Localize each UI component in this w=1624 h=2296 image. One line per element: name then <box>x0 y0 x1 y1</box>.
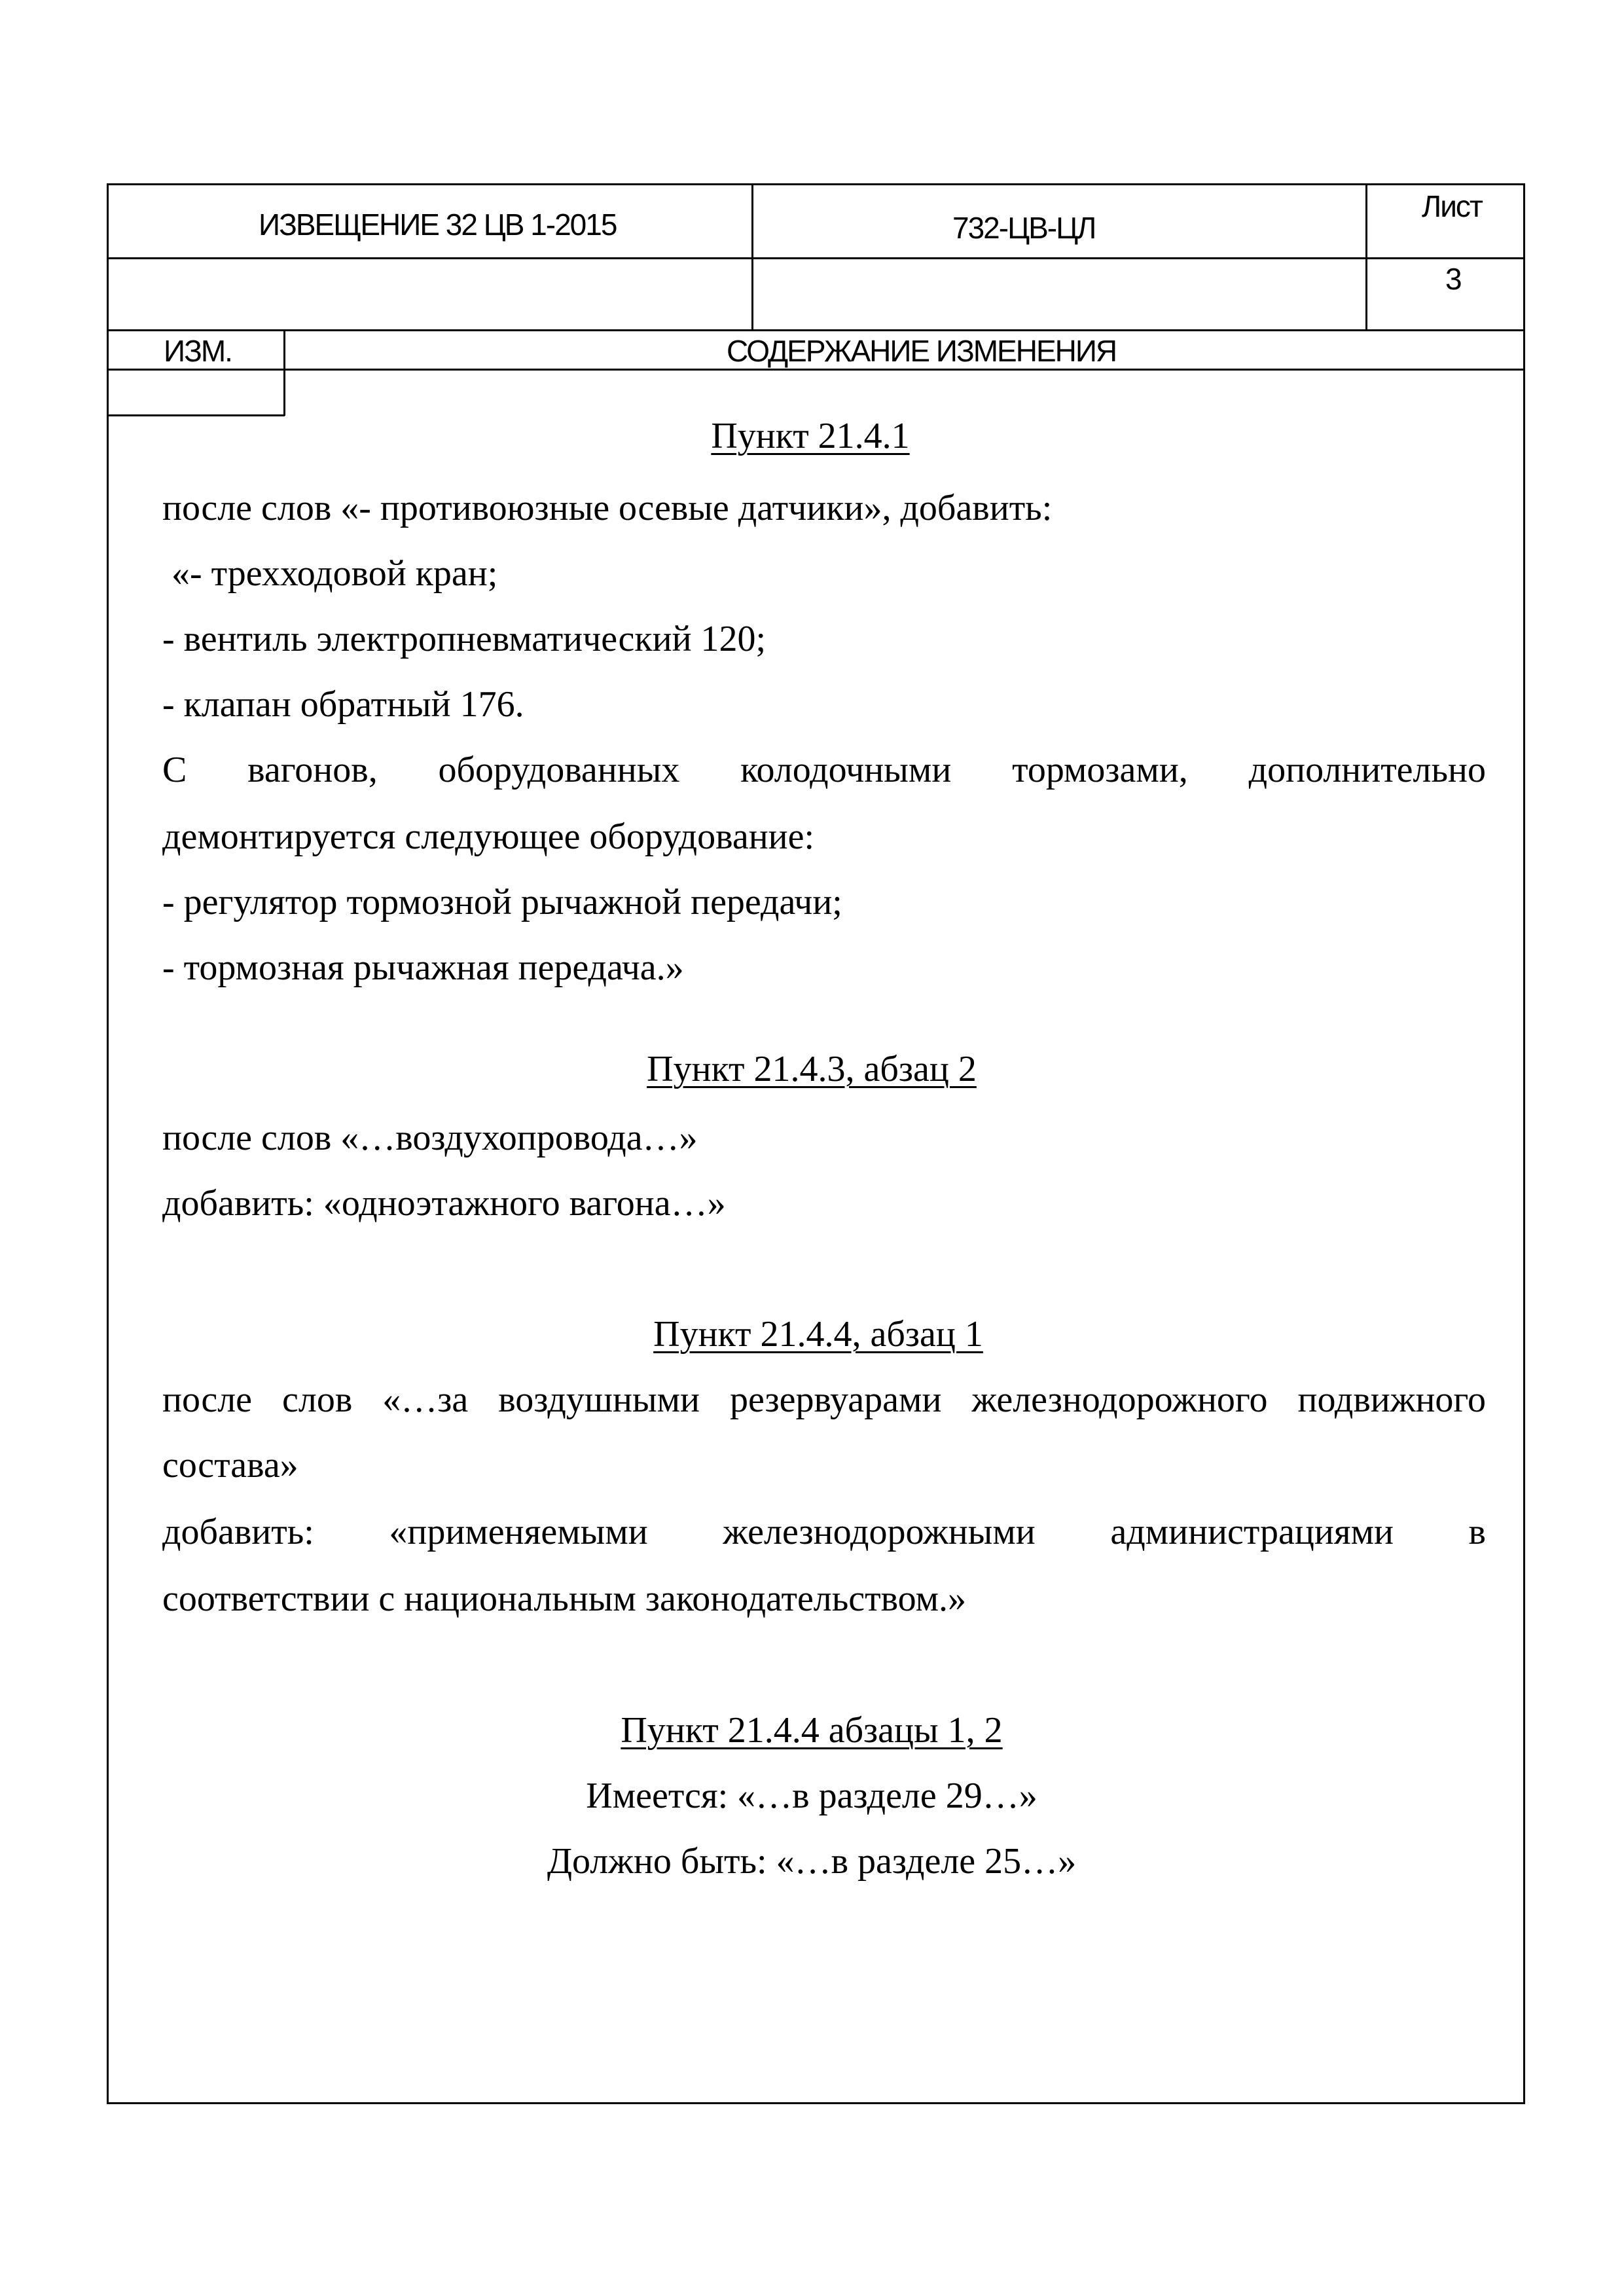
header-col-divider-2 <box>1365 183 1367 331</box>
text-line: - клапан обратный 176. <box>162 684 524 725</box>
sheet-number: 3 <box>1445 262 1461 296</box>
text-line: С вагонов, оборудованных колодочными тормозами, дополнительно <box>162 750 1486 790</box>
change-col-label: ИЗМ. <box>164 334 232 368</box>
text-line: состава» <box>162 1445 298 1485</box>
text-line: после слов «…воздухопровода…» <box>162 1118 698 1158</box>
text-line: Имеется: «…в разделе 29…» <box>586 1776 1038 1816</box>
text-line: добавить: «одноэтажного вагона…» <box>162 1183 726 1224</box>
section-heading: Пункт 21.4.4 абзацы 1, 2 <box>621 1710 1003 1751</box>
change-col-divider <box>283 329 285 416</box>
text-line: после слов «…за воздушными резервуарами железнодорожного подвижного <box>162 1379 1486 1420</box>
header-divider-2 <box>107 329 1525 331</box>
sheet-label: Лист <box>1422 189 1482 223</box>
content-col-label: СОДЕРЖАНИЕ ИЗМЕНЕНИЯ <box>727 334 1117 368</box>
text-line: «- трехходовой кран; <box>162 553 498 594</box>
doc-code: 732-ЦВ-ЦЛ <box>952 211 1096 245</box>
header-col-divider-1 <box>751 183 753 331</box>
header-divider-1 <box>107 257 1525 259</box>
section-heading: Пункт 21.4.4, абзац 1 <box>653 1314 983 1355</box>
section-heading: Пункт 21.4.1 <box>711 416 910 456</box>
text-line: соответствии с национальным законодательством.» <box>162 1578 967 1619</box>
text-line: добавить: «применяемыми железнодорожными администрациями в <box>162 1512 1486 1552</box>
text-line: демонтируется следующее оборудование: <box>162 816 815 857</box>
text-line: Должно быть: «…в разделе 25…» <box>547 1841 1077 1882</box>
notice-title: ИЗВЕЩЕНИЕ 32 ЦВ 1-2015 <box>259 208 617 242</box>
text-line: - тормозная рычажная передача.» <box>162 947 684 988</box>
header-divider-3 <box>107 369 1525 371</box>
section-heading: Пункт 21.4.3, абзац 2 <box>647 1049 977 1089</box>
text-line: - вентиль электропневматический 120; <box>162 619 767 659</box>
text-line: после слов «- противоюзные осевые датчики», добавить: <box>162 488 1053 528</box>
change-cell-bottom <box>107 414 285 416</box>
text-line: - регулятор тормозной рычажной передачи; <box>162 882 842 922</box>
